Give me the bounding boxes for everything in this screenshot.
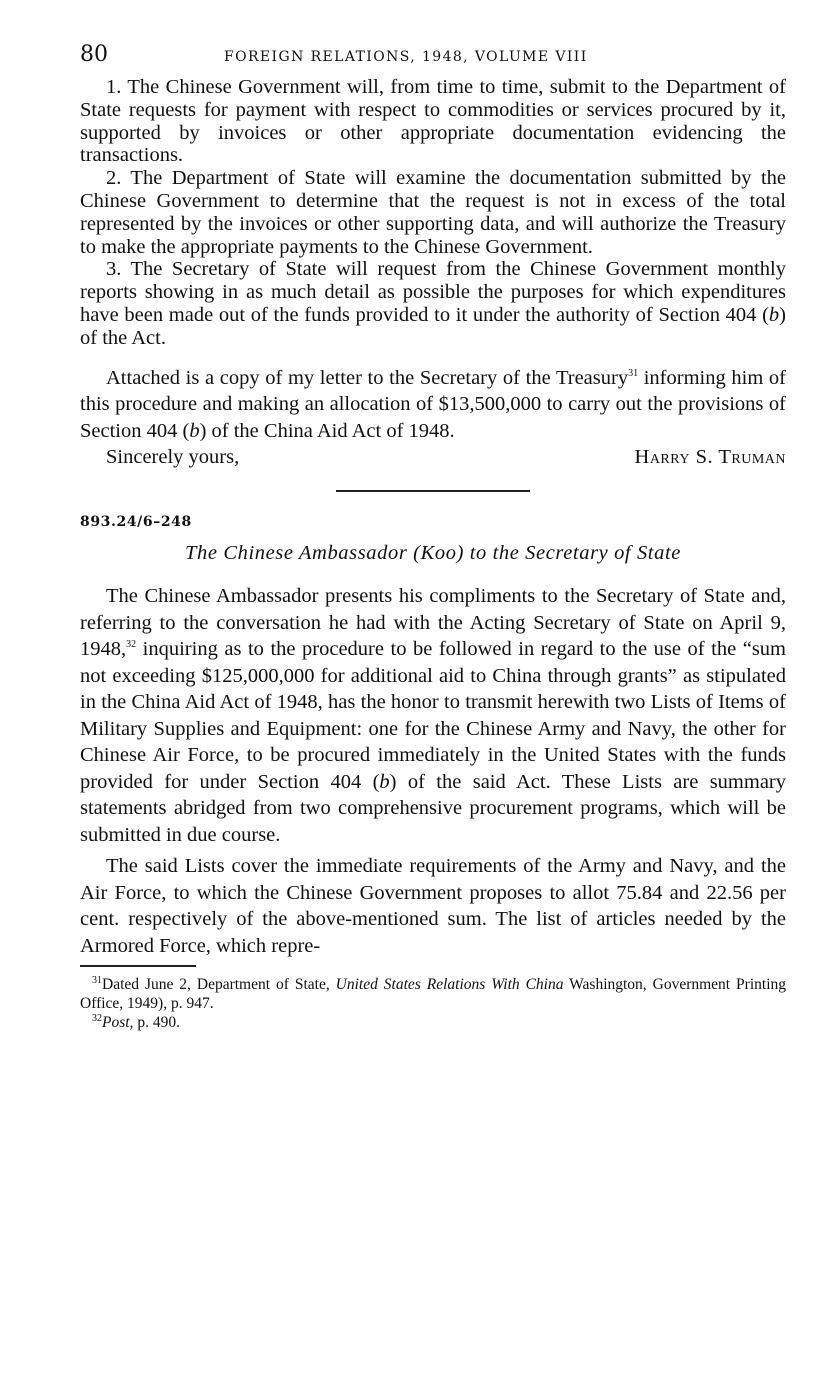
item3-text-end: ) of the Act. xyxy=(80,303,786,349)
footnote-ref-32: 32 xyxy=(126,639,137,651)
signature: Harry S. Truman xyxy=(634,446,786,469)
ambassador-paragraph-italic-letter: b xyxy=(379,770,390,793)
lists-paragraph: The said Lists cover the immediate requirements of the Army and Navy, and the Air Force, to which the Chinese Government proposes to allot 75.84 and 22.56 per cent. respectively of the above-mentioned sum. The list of articles needed by the Armored Force, which repre- xyxy=(80,855,786,957)
page-number: 80 xyxy=(80,42,108,67)
footnote-31-italic: United States Relations With China xyxy=(335,975,564,993)
footnote-32-end: p. 490. xyxy=(133,1013,180,1031)
item3-text-start: 3. The Secretary of State will request from the Chinese Government monthly reports showing in as much detail as possible the purposes for which expenditures have been made out of the funds provided to it under the authority of Section 404 ( xyxy=(80,258,786,326)
footnote-32-italic: Post, xyxy=(102,1013,134,1031)
letter-paragraph-italic-letter: b xyxy=(189,419,200,442)
footnote-31-start: Dated June 2, Department of State, xyxy=(102,975,336,993)
document-title-start: The Chinese Ambassador ( xyxy=(185,542,421,565)
letter-closing xyxy=(80,444,786,470)
footnote-rule xyxy=(80,965,196,967)
file-number: 893.24/6–248 xyxy=(80,514,192,531)
letter-paragraph-start: Attached is a copy of my letter to the Secretary of the Treasury xyxy=(106,366,629,389)
footnote-32 xyxy=(80,1013,786,1032)
document-page xyxy=(80,42,786,1032)
numbered-item-1: 1. The Chinese Government will, from time to time, submit to the Department of State requests for payment with respect to commodities or services procured by it, supported by invoices or other appropriate documentation evidencing the transactions. xyxy=(80,76,786,167)
running-head-title: FOREIGN RELATIONS, 1948, VOLUME VIII xyxy=(224,49,588,65)
footnote-31 xyxy=(80,975,786,1013)
document-title-end: ) to the Secretary of State xyxy=(456,542,681,565)
ambassador-paragraph xyxy=(80,583,786,848)
numbered-item-3 xyxy=(80,258,786,349)
numbered-item-2: 2. The Department of State will examine the documentation submitted by the Chinese Government to determine that the request is not in excess of the total represented by the invoices or other supporting data, and will authorize the Treasury to make the appropriate payments to the Chinese Government. xyxy=(80,167,786,258)
footnote-ref-31: 31 xyxy=(628,367,639,379)
letter-paragraph-middle: informing him of this procedure and making an allocation of $13,500,000 to carry out the provisions of Section 404 ( xyxy=(80,366,786,442)
item3-italic-letter: b xyxy=(768,303,780,326)
footnote-31-end: Washington, Government Printing Office, 1949), p. 947. xyxy=(80,975,786,1012)
ambassador-paragraph-start: The Chinese Ambassador presents his compliments to the Secretary of State and, referring to the conversation he had with the Acting Secretary of State on April 9, 1948, xyxy=(80,585,786,661)
document-title xyxy=(80,542,786,565)
footnote-mark-32: 32 xyxy=(92,1012,102,1024)
ambassador-paragraph-middle: inquiring as to the procedure to be followed in regard to the use of the “sum not exceeding $125,000,000 for additional aid to China through grants” as stipulated in the China Aid Act of 1948, has the honor to transmit herewith two Lists of Items of Military Supplies and Equipment: one for the Chinese Army and Navy, the other for Chinese Air Force, to be procured immediately in the United States with the funds provided for under Section 404 ( xyxy=(80,638,786,793)
letter-paragraph xyxy=(80,365,786,445)
letter-paragraph-end: ) of the China Aid Act of 1948. xyxy=(199,419,455,442)
footnote-mark-31: 31 xyxy=(92,974,102,986)
ambassador-paragraph-end: ) of the said Act. These Lists are summary statements abridged from two comprehensive procurement programs, which will be submitted in due course. xyxy=(80,770,786,846)
running-head xyxy=(80,42,786,76)
section-divider xyxy=(336,490,530,492)
document-title-name: Koo xyxy=(420,542,457,565)
salutation: Sincerely yours, xyxy=(106,446,240,469)
